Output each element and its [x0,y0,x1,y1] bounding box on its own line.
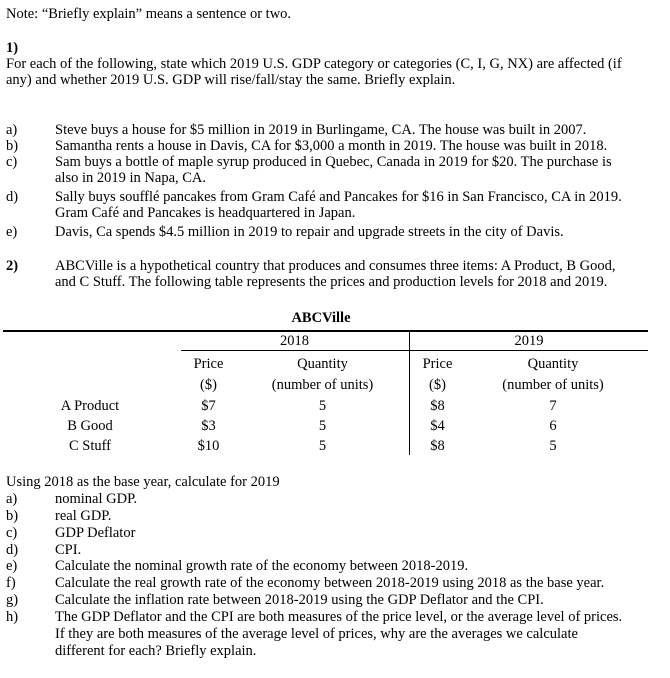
price-header-2018: Price [193,356,224,372]
price-2019: $8 [430,398,445,414]
q2-number: 2) [6,258,19,274]
quantity-header-2019: Quantity [527,356,579,372]
part-label: a) [6,491,18,507]
q1-item-label: a) [6,122,18,138]
price-2019: $8 [430,438,445,454]
q1-item-text: Steve buys a house for $5 million in 2019 in Burlingame, CA. The house was built in 2007. [55,122,587,138]
price-header-2019: Price [422,356,453,372]
table-title: ABCVille [291,310,351,326]
q1-item-label: b) [6,138,19,154]
part-text: If they are both measures of the average level of prices, why are the averages we calculate [55,626,578,642]
q2-intro-line-1: ABCVille is a hypothetical country that produces and consumes three items: A Product, B Good, [55,258,616,274]
q2-intro-line-2: and C Stuff. The following table represents the prices and production levels for 2018 and 2019. [55,274,608,290]
part-label: e) [6,558,18,574]
price-2018: $3 [201,418,216,434]
q1-intro-line-2: any) and whether 2019 U.S. GDP will rise/fall/stay the same. Briefly explain. [6,72,456,88]
item-name: C Stuff [68,438,112,454]
part-text: Calculate the nominal growth rate of the economy between 2018-2019. [55,558,469,574]
part-label: c) [6,525,18,541]
price-2018: $7 [201,398,216,414]
part-text: CPI. [55,542,82,558]
note: Note: “Briefly explain” means a sentence or two. [6,6,292,22]
price-unit-2018: ($) [200,377,217,393]
quantity-2019: 6 [549,418,557,434]
part-text: Calculate the inflation rate between 2018-2019 using the GDP Deflator and the CPI. [55,592,544,608]
q1-item-text: also in 2019 in Napa, CA. [55,170,207,186]
quantity-header-2018: Quantity [297,356,348,372]
q1-item-label: e) [6,224,18,240]
part-text: The GDP Deflator and the CPI are both measures of the price level, or the average level of prices. [55,609,623,625]
year-2018-header: 2018 [280,333,309,349]
quantity-2018: 5 [318,398,327,414]
quantity-unit-2019: (number of units) [502,377,604,393]
q1-item-text: Sam buys a bottle of maple syrup produced in Quebec, Canada in 2019 for $20. The purchase is [55,154,612,170]
part-text: nominal GDP. [55,491,138,507]
quantity-unit-2018: (number of units) [271,377,374,393]
quantity-2018: 5 [318,418,327,434]
price-2019: $4 [430,418,445,434]
q1-item-text: Samantha rents a house in Davis, CA for $3,000 a month in 2019. The house was built in 2018. [55,138,608,154]
part-text: GDP Deflator [55,525,136,541]
item-name: A Product [60,398,120,414]
q1-item-text: Sally buys soufflé pancakes from Gram Café and Pancakes for $16 in San Francisco, CA in 2019. [55,189,622,205]
quantity-2019: 7 [549,398,557,414]
q1-item-text: Davis, Ca spends $4.5 million in 2019 to repair and upgrade streets in the city of Davis. [55,224,564,240]
part-label: d) [6,542,19,558]
item-name: B Good [67,418,113,434]
q1-item-label: c) [6,154,18,170]
part-label: g) [6,592,19,608]
part-label: f) [6,575,16,591]
part-label: b) [6,508,19,524]
part-label: h) [6,609,19,625]
part-text: Calculate the real growth rate of the economy between 2018-2019 using 2018 as the base year. [55,575,605,591]
part-text: real GDP. [55,508,112,524]
quantity-2018: 5 [318,438,327,454]
q1-item-text: Gram Café and Pancakes is headquartered in Japan. [55,205,356,221]
price-unit-2019: ($) [429,377,446,393]
year-header-rule [181,350,648,351]
calc-intro: Using 2018 as the base year, calculate for 2019 [6,474,280,490]
year-2019-header: 2019 [514,333,544,349]
q1-number: 1) [6,40,19,56]
table-top-rule [3,330,648,332]
quantity-2019: 5 [549,438,557,454]
part-text: different for each? Briefly explain. [55,643,257,659]
q1-intro-line-1: For each of the following, state which 2019 U.S. GDP category or categories (C, I, G, NX) are affected (if [6,56,622,72]
price-2018: $10 [197,438,220,454]
q1-item-label: d) [6,189,19,205]
